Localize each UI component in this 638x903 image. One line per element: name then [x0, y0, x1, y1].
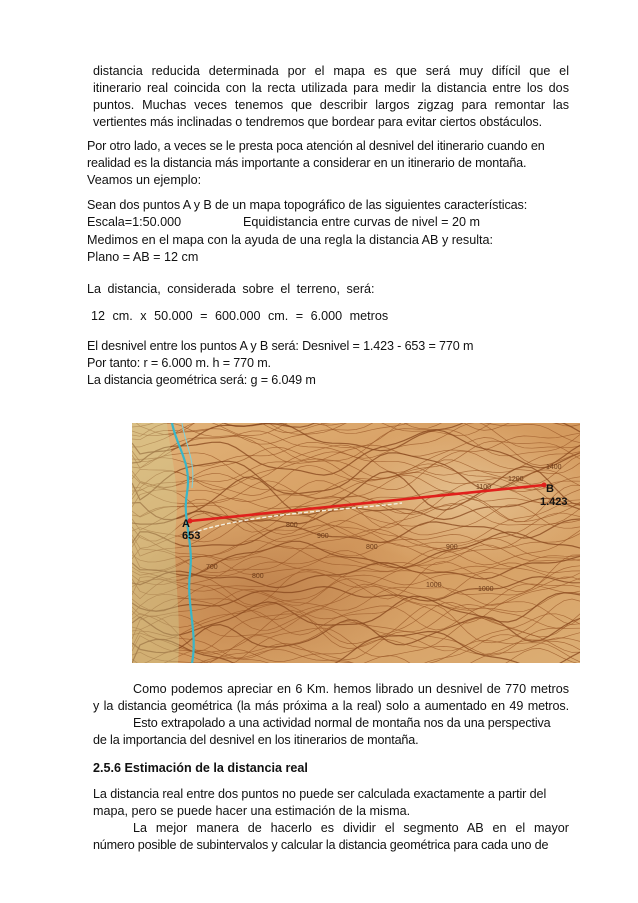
contour-label: 900 [317, 533, 329, 540]
point-b-label: B [546, 483, 554, 495]
contour-label: 900 [446, 544, 458, 551]
contour-label: 1200 [508, 476, 524, 483]
section-heading: 2.5.6 Estimación de la distancia real [93, 761, 308, 775]
text-line: realidad es la distancia más importante a considerar en un itinerario de montaña. [87, 156, 527, 170]
text-line: Por otro lado, a veces se le presta poca atención al desnivel del itinerario cuando en [87, 139, 545, 153]
text-line: El desnivel entre los puntos A y B será: Desnivel = 1.423 - 653 = 770 m [87, 339, 474, 353]
text-line: Por tanto: r = 6.000 m. h = 770 m. [87, 356, 271, 370]
text-line: La distancia real entre dos puntos no puede ser calculada exactamente a partir del [93, 787, 547, 801]
map-graphic [132, 423, 580, 663]
example-intro: Sean dos puntos A y B de un mapa topográfico de las siguientes características: [87, 198, 528, 212]
terrain-line: La distancia, considerada sobre el terreno, será: [87, 282, 375, 296]
scale-value: Escala=1:50.000 [87, 215, 182, 229]
calc-line: 12 cm. x 50.000 = 600.000 cm. = 6.000 metros [91, 309, 389, 323]
topographic-map [132, 423, 580, 663]
contour-label: 700 [206, 564, 218, 571]
point-a-label: A [182, 518, 190, 530]
text-line: itinerario real coincida con la recta utilizada para medir la distancia entre los dos [93, 81, 569, 95]
point-b-elevation: 1.423 [540, 496, 568, 508]
text-line: de la importancia del desnivel en los itinerarios de montaña. [93, 733, 419, 747]
text-line: vertientes más inclinadas o tendremos que bordear para evitar ciertos obstáculos. [93, 115, 543, 129]
contour-label: 1400 [546, 464, 562, 471]
text-line: La distancia geométrica será: g = 6.049 m [87, 373, 316, 387]
text-line: mapa, pero se puede hacer una estimación de la misma. [93, 804, 411, 818]
text-line: La mejor manera de hacerlo es dividir el segmento AB en el mayor [133, 821, 569, 835]
contour-label: 1100 [476, 484, 492, 491]
contour-label: 1000 [426, 582, 442, 589]
text-line: Veamos un ejemplo: [87, 173, 202, 187]
contour-label: 800 [366, 544, 378, 551]
text-line: Esto extrapolado a una actividad normal de montaña nos da una perspectiva [133, 716, 551, 730]
text-line: puntos. Muchas veces tenemos que describir largos zigzag para remontar las [93, 98, 569, 112]
point-a-elevation: 653 [182, 530, 201, 542]
text-line: número posible de subintervalos y calcular la distancia geométrica para cada uno de [93, 838, 549, 852]
contour-label: 800 [286, 522, 298, 529]
text-line: distancia reducida determinada por el mapa es que será muy difícil que el [93, 64, 569, 78]
text-line: y la distancia geométrica (la más próxima a la real) solo a aumentado en 49 metros. [93, 699, 569, 713]
plano-value: Plano = AB = 12 cm [87, 250, 199, 264]
contour-label: 1000 [478, 586, 494, 593]
contour-label: 800 [252, 573, 264, 580]
text-line: Como podemos apreciar en 6 Km. hemos librado un desnivel de 770 metros [133, 682, 569, 696]
equidistance-value: Equidistancia entre curvas de nivel = 20 m [243, 215, 480, 229]
measure-line: Medimos en el mapa con la ayuda de una regla la distancia AB y resulta: [87, 233, 494, 247]
